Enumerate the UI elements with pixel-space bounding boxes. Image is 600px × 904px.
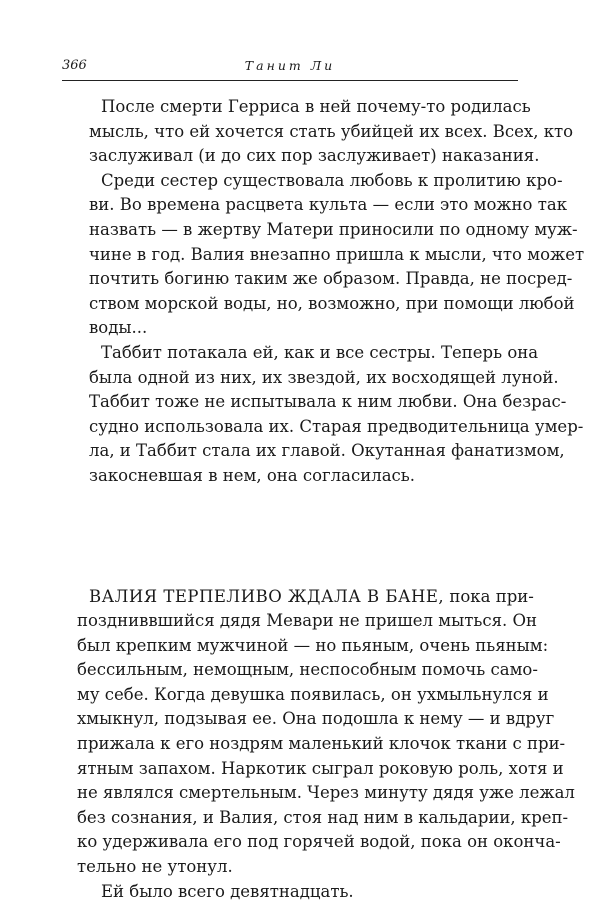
text-line: мысль, что ей хочется стать убийцей их всех. Всех, кто <box>89 121 574 141</box>
text-line: был крепким мужчиной — но пьяным, очень пьяным: <box>77 635 549 655</box>
text-line: му себе. Когда девушка появилась, он ухмыльнулся и <box>77 684 549 704</box>
paragraph <box>89 95 574 169</box>
text-line: ятным запахом. Наркотик сыграл роковую роль, хотя и <box>77 758 564 778</box>
paragraph <box>89 169 585 341</box>
text-line <box>89 585 534 610</box>
text-body <box>77 95 585 904</box>
text-line: без сознания, и Валия, стоя над ним в кальдарии, креп- <box>77 807 569 827</box>
text-line: Ей было всего девятнадцать. <box>101 881 354 901</box>
text-line: тельно не утонул. <box>77 857 233 877</box>
page-header <box>62 58 518 81</box>
text-line: закосневшая в нем, она согласилась. <box>89 465 416 485</box>
text-line: ством морской воды, но, возможно, при помощи любой <box>89 293 575 313</box>
text-line: была одной из них, их звездой, их восходящей луной. <box>89 367 559 387</box>
text-line: не являлся смертельным. Через минуту дядя уже лежал <box>77 783 575 803</box>
text-line: почтить богиню таким же образом. Правда, не посред- <box>89 269 573 289</box>
text-line: назвать — в жертву Матери приносили по одному муж- <box>89 219 578 239</box>
text-line: Таббит тоже не испытывала к ним любви. Она безрас- <box>89 392 567 412</box>
text-line: заслуживал (и до сих пор заслуживает) наказания. <box>89 146 540 166</box>
text-line: ви. Во времена расцвета культа — если это можно так <box>89 195 568 215</box>
running-title: Танит Ли <box>244 58 336 73</box>
text-line: хмыкнул, подзывая ее. Она подошла к нему — и вдруг <box>77 709 555 729</box>
text-line: ко удерживала его под горячей водой, пока он оконча- <box>77 832 561 852</box>
text-line: бессильным, немощным, неспособным помочь само- <box>77 660 538 680</box>
text-line: Таббит потакала ей, как и все сестры. Теперь она <box>101 342 539 362</box>
first-line-rest: пока при- <box>444 586 534 606</box>
section-lead-caps: ВАЛИЯ ТЕРПЕЛИВО ЖДАЛА В БАНЕ, <box>89 586 445 606</box>
closing-paragraph <box>89 880 518 904</box>
paragraph <box>89 341 584 489</box>
text-line: поздниввшийся дядя Мевари не пришел мыться. Он <box>77 611 538 631</box>
text-line: воды... <box>89 318 148 338</box>
text-line: судно использовала их. Старая предводительница умер- <box>89 416 584 436</box>
text-line: Среди сестер существовала любовь к пролитию кро- <box>101 170 563 190</box>
text-line: ла, и Таббит стала их главой. Окутанная фанатизмом, <box>89 441 565 461</box>
text-line: чине в год. Валия внезапно пришла к мысли, что может <box>89 244 585 264</box>
text-line: прижала к его ноздрям маленький клочок ткани с при- <box>77 734 566 754</box>
page-number: 366 <box>62 58 87 73</box>
section-two-paragraph <box>77 585 575 880</box>
section-break <box>89 489 518 585</box>
text-line: После смерти Герриса в ней почему-то родилась <box>101 97 531 116</box>
